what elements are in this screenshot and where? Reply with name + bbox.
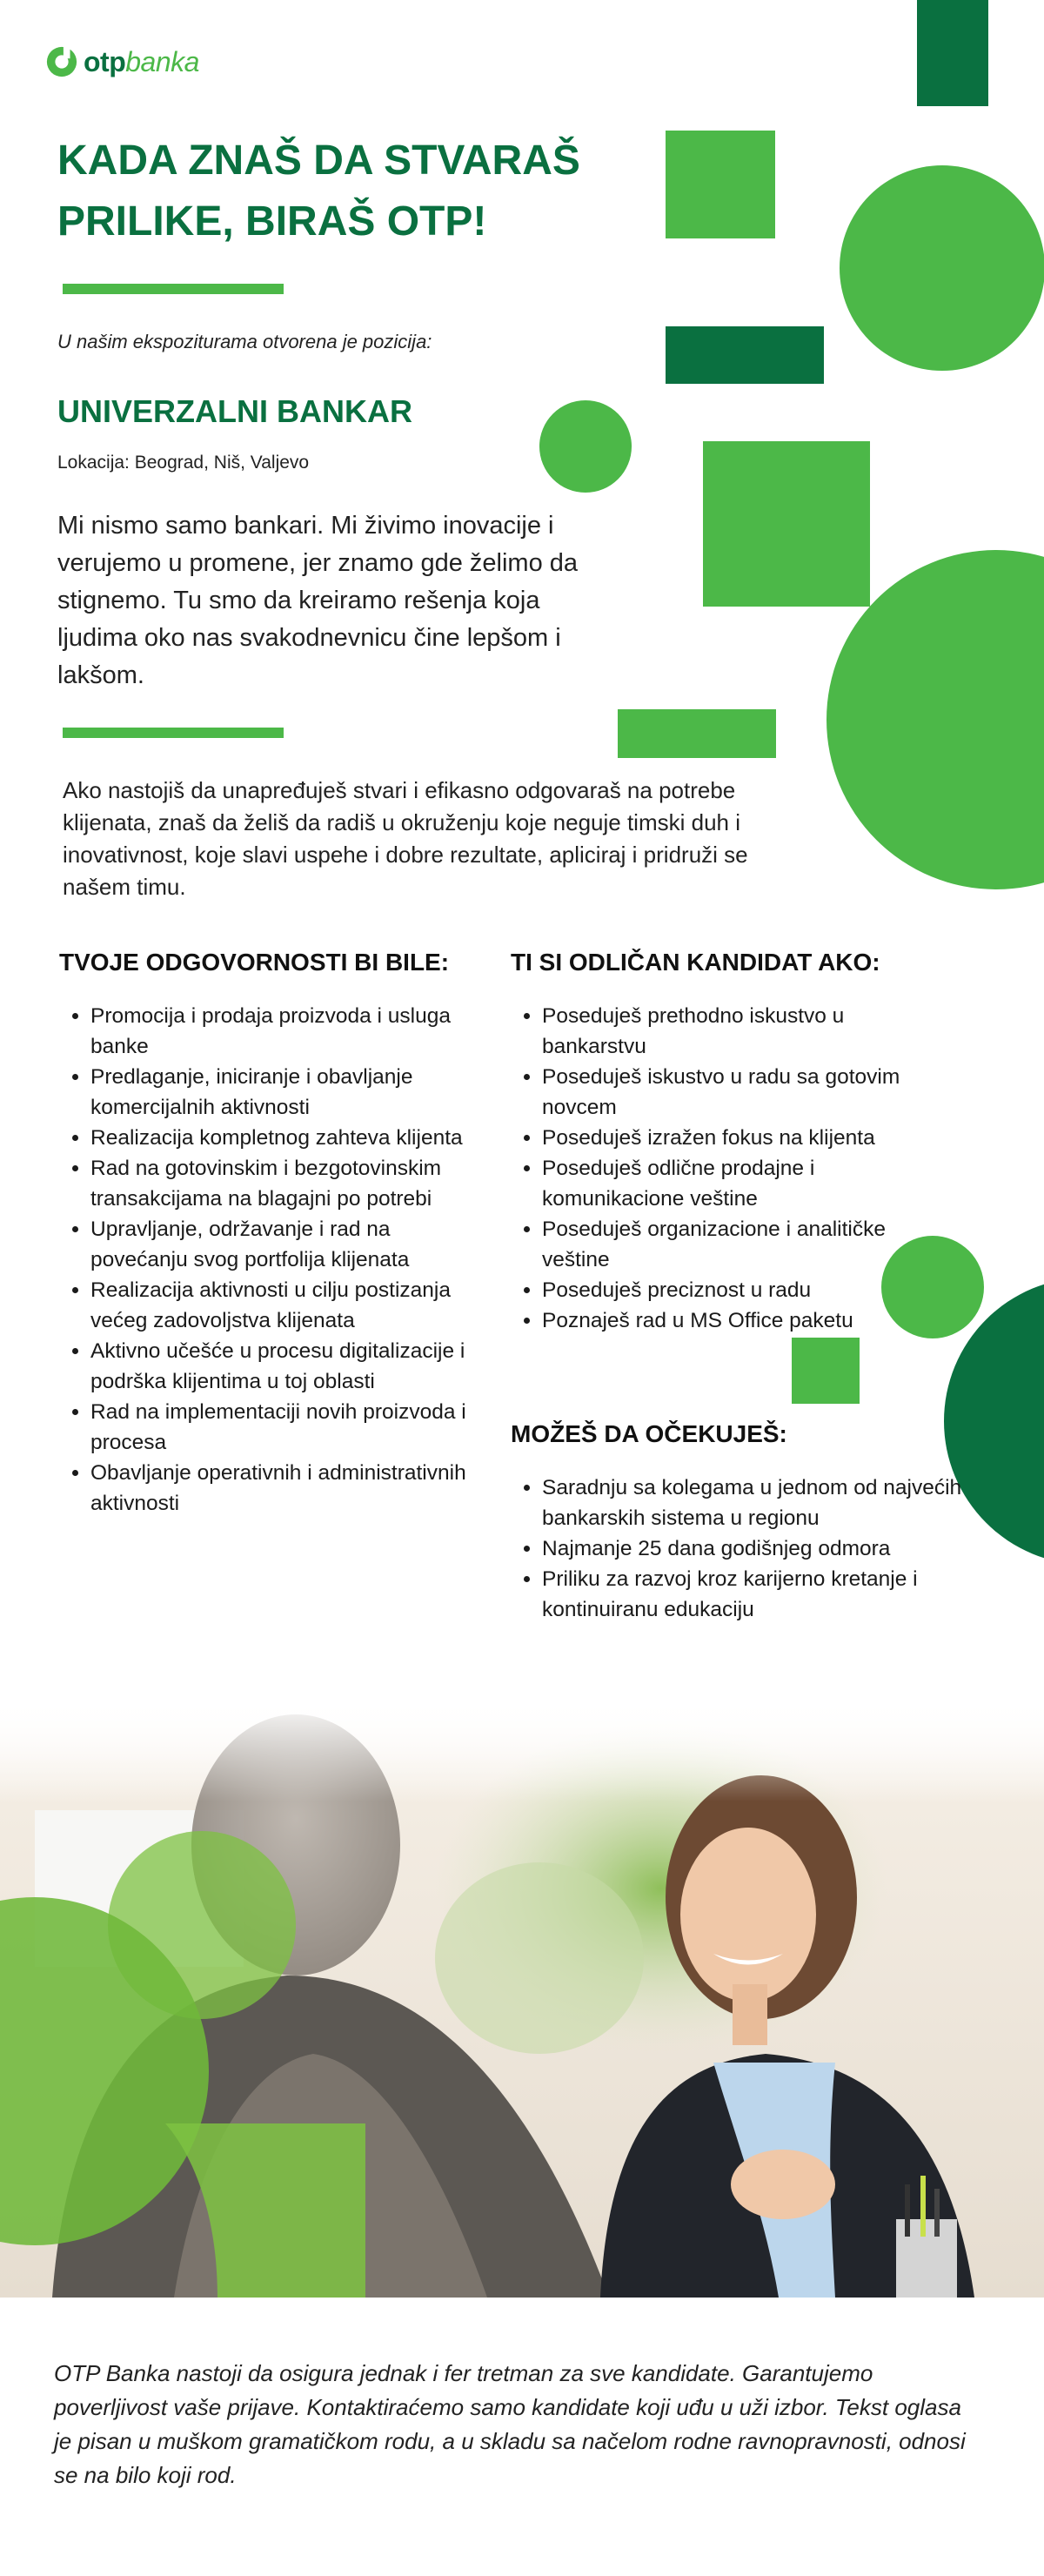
- requirements-section: [511, 949, 920, 1336]
- headline-line-2: PRILIKE, BIRAŠ OTP!: [57, 198, 487, 245]
- interview-photo: [0, 1697, 1044, 2298]
- deco-square-2: [703, 441, 870, 607]
- list-item: • Poseduješ izražen fokus na klijenta: [542, 1123, 920, 1153]
- logo-text-banka: banka: [125, 45, 199, 77]
- headline-line-1: KADA ZNAŠ DA STVARAŠ: [57, 138, 580, 184]
- list-item: • Obavljanje operativnih i administrativnih aktivnosti: [90, 1458, 485, 1519]
- interview-photo-illustration: [0, 1697, 1044, 2298]
- position-intro: U našim ekspoziturama otvorena je pozicija:: [57, 331, 432, 352]
- position-title: UNIVERZALNI BANKAR: [57, 393, 412, 429]
- position-location: Lokacija: Beograd, Niš, Valjevo: [57, 453, 310, 473]
- deco-circle-small-1: [539, 400, 632, 493]
- requirements-title: TI SI ODLIČAN KANDIDAT AKO:: [511, 949, 880, 976]
- otp-banka-logo: [45, 45, 199, 78]
- list-item: • Rad na gotovinskim i bezgotovinskim transakcijama na blagajni po potrebi: [90, 1153, 485, 1214]
- list-item: • Promocija i prodaja proizvoda i usluga banke: [90, 1001, 485, 1062]
- list-item: • Najmanje 25 dana godišnjeg odmora: [542, 1533, 963, 1564]
- lead-paragraph: Mi nismo samo bankari. Mi živimo inovacije i verujemo u promene, jer znamo gde želimo da stignemo. Tu smo da kreiramo rešenja koja ljudima oko nas svakodnevnicu čine lepšom i lakšom.: [57, 512, 579, 689]
- deco-dark-rect-top: [917, 0, 988, 106]
- list-item: • Aktivno učešće u procesu digitalizacije i podrška klijentima u toj oblasti: [90, 1336, 485, 1397]
- divider-bar-1: [63, 284, 284, 294]
- list-item: • Upravljanje, održavanje i rad na povećanju svog portfolija klijenata: [90, 1214, 485, 1275]
- list-item: • Realizacija aktivnosti u cilju postizanja većeg zadovoljstva klijenata: [90, 1275, 485, 1336]
- list-item: • Poznaješ rad u MS Office paketu: [542, 1305, 920, 1336]
- responsibilities-list: [59, 1001, 485, 1519]
- requirements-list: [511, 1001, 920, 1336]
- list-item: • Rad na implementaciji novih proizvoda i procesa: [90, 1397, 485, 1458]
- divider-bar-2: [63, 728, 284, 738]
- deco-rect-3: [618, 709, 776, 758]
- responsibilities-section: [59, 949, 485, 1519]
- deco-dark-rect-2: [666, 326, 824, 384]
- list-item: • Poseduješ odlične prodajne i komunikacione veštine: [542, 1153, 920, 1214]
- otp-logo-mark-icon: [45, 45, 78, 78]
- deco-square-small: [792, 1338, 860, 1404]
- logo-text-otp: otp: [84, 45, 126, 77]
- responsibilities-title: TVOJE ODGOVORNOSTI BI BILE:: [59, 949, 450, 976]
- list-item: • Poseduješ preciznost u radu: [542, 1275, 920, 1305]
- list-item: • Saradnju sa kolegama u jednom od najvećih bankarskih sistema u regionu: [542, 1472, 963, 1533]
- list-item: • Priliku za razvoj kroz karijerno kretanje i kontinuiranu edukaciju: [542, 1564, 963, 1625]
- list-item: • Realizacija kompletnog zahteva klijenta: [90, 1123, 485, 1153]
- list-item: • Poseduješ iskustvo u radu sa gotovim novcem: [542, 1062, 920, 1123]
- deco-circle-large-1: [840, 165, 1044, 371]
- list-item: • Poseduješ prethodno iskustvo u bankarstvu: [542, 1001, 920, 1062]
- list-item: • Poseduješ organizacione i analitičke veštine: [542, 1214, 920, 1275]
- deco-square-1: [666, 131, 775, 238]
- intro-paragraph: Ako nastojiš da unapređuješ stvari i efikasno odgovaraš na potrebe klijenata, znaš da želiš da radiš u okruženju koje neguje timski duh i inovativnost, koje slavi uspehe i dobre rezultate, apliciraj i pridruži se našem timu.: [63, 777, 748, 900]
- benefits-section: [511, 1420, 963, 1625]
- benefits-title: MOŽEŠ DA OČEKUJEŠ:: [511, 1420, 787, 1447]
- footer-disclaimer: OTP Banka nastoji da osigura jednak i fer tretman za sve kandidate. Garantujemo poverljivost vaše prijave. Kontaktiraćemo samo kandidate koji uđu u uži izbor. Tekst oglasa je pisan u muškom gramatičkom rodu, a u skladu sa načelom rodne ravnopravnosti, odnosi se na bilo koji rod.: [54, 2360, 966, 2488]
- benefits-list: [511, 1472, 963, 1625]
- headline: [57, 131, 614, 252]
- list-item: • Predlaganje, iniciranje i obavljanje komercijalnih aktivnosti: [90, 1062, 485, 1123]
